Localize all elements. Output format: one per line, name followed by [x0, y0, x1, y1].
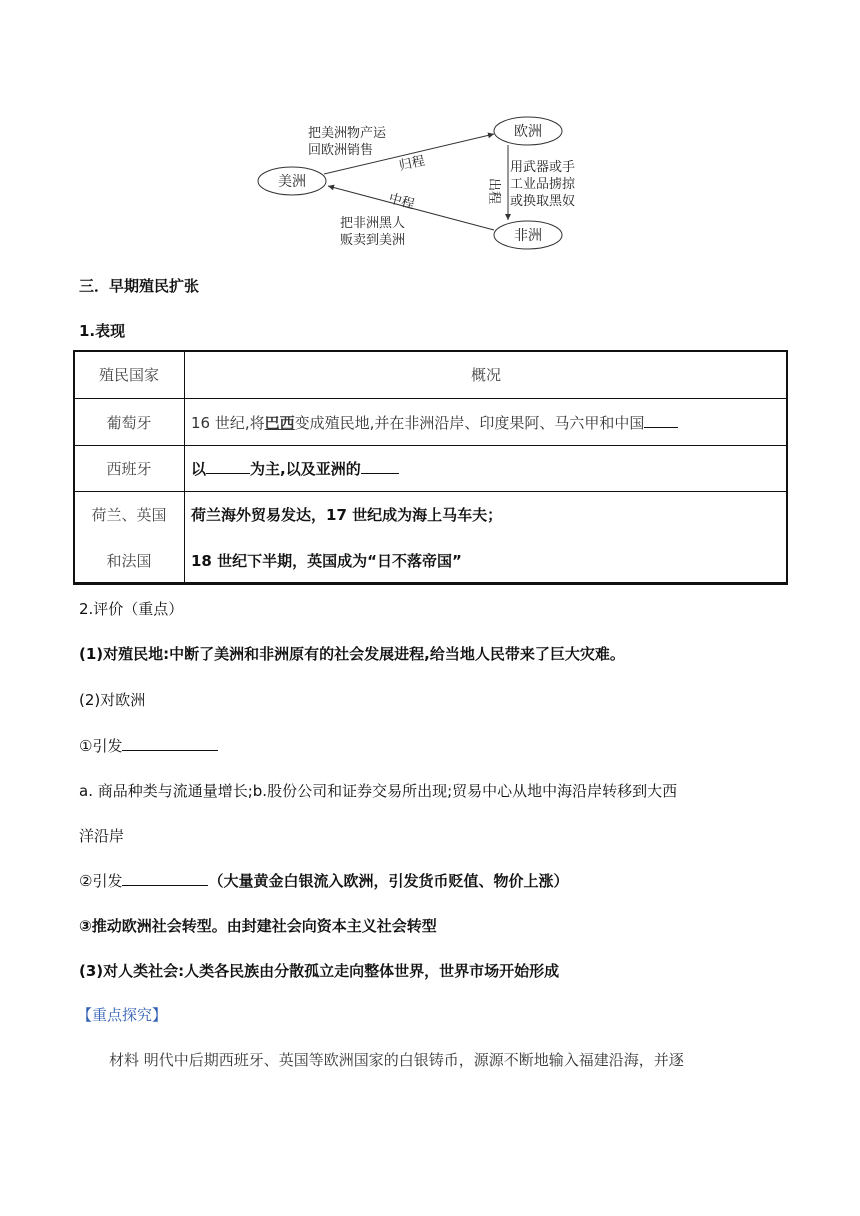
portugal-desc-pre: 16 世纪,将 — [191, 413, 265, 432]
country-line-2: 和法国 — [106, 552, 152, 570]
return-desc-2: 回欧洲销售 — [308, 143, 374, 158]
table-header-row — [74, 351, 788, 399]
section-title: 三．早期殖民扩张 — [79, 277, 200, 295]
sub2-suffix: （大量黄金白银流入欧洲，引发货币贬值、物价上涨） — [208, 872, 569, 890]
triangular-trade-diagram — [250, 112, 630, 252]
portugal-desc — [185, 399, 788, 446]
middle-desc-2: 贩卖到美洲 — [340, 233, 406, 248]
sub2-prefix: ②引发 — [79, 872, 123, 890]
header-country: 殖民国家 — [74, 351, 185, 399]
evaluation-item-3: (3)对人类社会:人类各民族由分散孤立走向整体世界，世界市场开始形成 — [79, 962, 560, 980]
return-desc-1: 把美洲物产运 — [308, 126, 387, 141]
performance-heading: 1.表现 — [79, 322, 126, 340]
evaluation-sub-2 — [79, 870, 568, 891]
answer-blank[interactable] — [361, 472, 399, 474]
material-paragraph: 材料 明代中后期西班牙、英国等欧洲国家的白银铸币，源源不断地输入福建沿海，并逐 — [109, 1051, 684, 1069]
outbound-leg-label: 出程 — [486, 178, 501, 205]
trade-diagram-svg — [250, 112, 630, 252]
africa-label: 非洲 — [514, 228, 542, 244]
colonial-table — [73, 350, 788, 585]
spain-desc-mid: 为主,以及亚洲的 — [250, 460, 361, 478]
country-portugal: 葡萄牙 — [74, 399, 185, 446]
evaluation-item-1: (1)对殖民地:中断了美洲和非洲原有的社会发展进程,给当地人民带来了巨大灾难。 — [79, 645, 625, 663]
outbound-desc-3: 或换取黑奴 — [510, 194, 576, 209]
country-spain: 西班牙 — [74, 446, 185, 492]
netherlands-desc — [185, 492, 788, 585]
netherlands-desc-1: 荷兰海外贸易发达，17 世纪成为海上马车夫； — [191, 506, 503, 524]
portugal-desc-post: 变成殖民地,并在非洲沿岸、印度果阿、马六甲和中国 — [294, 413, 645, 432]
middle-desc-1: 把非洲黑人 — [340, 216, 406, 231]
europe-label: 欧洲 — [514, 124, 542, 140]
america-label: 美洲 — [278, 174, 306, 190]
focus-heading: 【重点探究】 — [77, 1006, 168, 1024]
answer-blank[interactable] — [644, 426, 678, 428]
outbound-desc-2: 工业品掳掠 — [510, 177, 576, 192]
evaluation-item-2: (2)对欧洲 — [79, 691, 146, 709]
table-row — [74, 399, 788, 446]
answer-blank[interactable] — [122, 884, 208, 886]
evaluation-sub-1-detail-2: 洋沿岸 — [79, 827, 125, 845]
header-overview: 概况 — [185, 351, 788, 399]
britain-desc-2: 18 世纪下半期，英国成为“日不落帝国” — [191, 552, 462, 570]
country-netherlands-britain-france — [74, 492, 185, 585]
spain-desc-pre: 以 — [191, 460, 207, 478]
middle-leg-label: 中程 — [386, 191, 416, 213]
outbound-desc-1: 用武器或手 — [510, 160, 576, 175]
sub1-prefix: ①引发 — [79, 737, 123, 755]
table-row — [74, 492, 788, 585]
evaluation-sub-1-detail-1: a. 商品种类与流通量增长;b.股份公司和证券交易所出现;贸易中心从地中海沿岸转移到大西 — [79, 782, 678, 800]
evaluation-sub-3: ③推动欧洲社会转型。由封建社会向资本主义社会转型 — [79, 917, 437, 935]
country-line-1: 荷兰、英国 — [91, 506, 167, 524]
answer-blank[interactable] — [122, 749, 218, 751]
spain-desc — [185, 446, 788, 492]
evaluation-heading: 2.评价（重点） — [79, 600, 184, 618]
table-row — [74, 446, 788, 492]
answer-blank[interactable] — [206, 472, 250, 474]
return-leg-label: 归程 — [397, 153, 427, 174]
evaluation-sub-1 — [79, 735, 218, 756]
brazil-underlined: 巴西 — [264, 413, 295, 432]
